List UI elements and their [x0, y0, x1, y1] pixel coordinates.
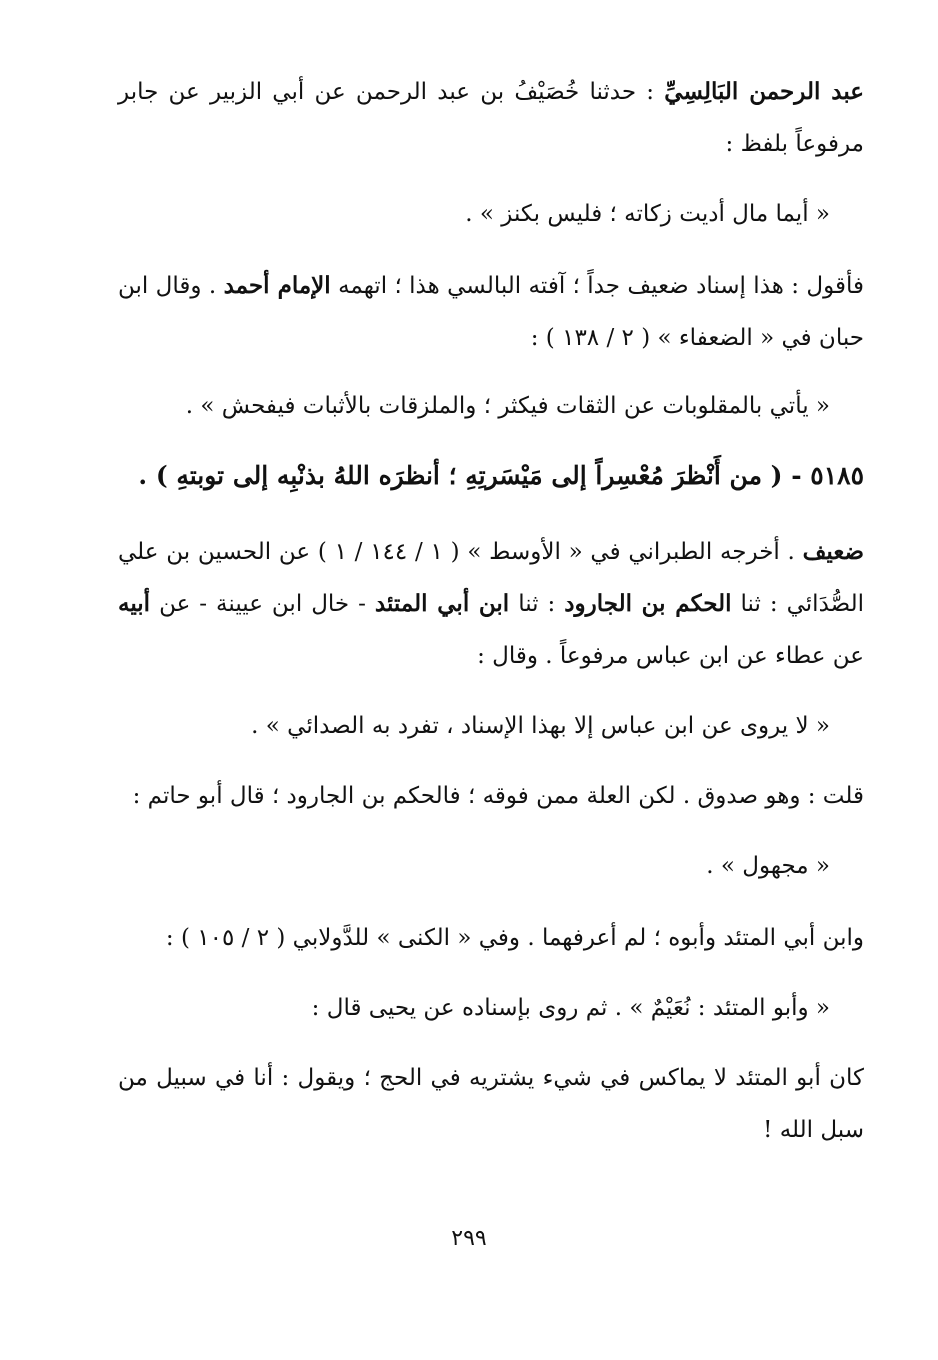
narrator-hakam: الحكم بن الجارود [564, 590, 732, 617]
page-number: ٢٩٩ [451, 1226, 487, 1251]
grading-label: ضعيف [802, 538, 864, 565]
quote-ibn-hibban: « يأتي بالمقلوبات عن الثقات فيكثر ؛ والملزقات بالأثبات فيفحش » . [185, 393, 830, 419]
paragraph-takhrij-text-1: . أخرجه الطبراني في « الأوسط » ( ١ / ١٤٤ / ١ ) عن الحسين بن علي الصُّدَائي : ثنا [118, 539, 864, 617]
narrator-father: أبيه [118, 590, 151, 617]
paragraph-takhrij [118, 526, 864, 682]
imam-ahmad-name: الإمام أحمد [223, 272, 331, 299]
paragraph-intro [118, 66, 864, 170]
quote-tabarani: « لا يروى عن ابن عباس إلا بهذا الإسناد ، تفرد به الصدائي » . [251, 713, 830, 739]
paragraph-abu-muttaid: كان أبو المتئد لا يماكس في شيء يشتريه في الحج ؛ ويقول : أنا في سبيل من سبل الله ! [118, 1065, 864, 1143]
quote-hadith-zakat: « أيما مال أديت زكاته ؛ فليس بكنز » . [465, 201, 830, 227]
paragraph-takhrij-text-3: - خال ابن عيينة - عن [150, 591, 375, 617]
paragraph-intro-text: : حدثنا خُصَيْفُ بن عبد الرحمن عن أبي الزبير عن جابر مرفوعاً بلفظ : [118, 79, 864, 157]
quote-nuaym: « وأبو المتئد : نُعَيْمٌ » . ثم روى بإسناده عن يحيى قال : [311, 995, 830, 1021]
paragraph-takhrij-text-4: عن عطاء عن ابن عباس مرفوعاً . وقال : [477, 643, 864, 669]
narrator-name: عبد الرحمن البَالِسِيِّ [664, 78, 864, 105]
hadith-heading-5185: ٥١٨٥ - ( من أَنْظرَ مُعْسِراً إلى مَيْسَرتِهِ ؛ أنظرَه اللهُ بذنْبِه إلى توبتهِ ) . [138, 461, 864, 490]
paragraph-isnad-text-start: فأقول : هذا إسناد ضعيف جداً ؛ آفته البالسي هذا ؛ اتهمه [330, 273, 864, 299]
quote-majhul: « مجهول » . [706, 853, 830, 879]
paragraph-isnad-weak [118, 260, 864, 364]
paragraph-illah: قلت : وهو صدوق . لكن العلة ممن فوقه ؛ فالحكم بن الجارود ؛ قال أبو حاتم : [132, 783, 864, 809]
paragraph-isnad-text-end: . وقال ابن حبان في « الضعفاء » ( ٢ / ١٣٨ ) : [118, 273, 864, 351]
paragraph-kuna: وابن أبي المتئد وأبوه ؛ لم أعرفهما . وفي « الكنى » للدَّولابي ( ٢ / ١٠٥ ) : [165, 925, 864, 951]
paragraph-takhrij-text-2: : ثنا [509, 591, 565, 617]
narrator-ibn-abi-muttaid: ابن أبي المتئد [374, 590, 510, 617]
